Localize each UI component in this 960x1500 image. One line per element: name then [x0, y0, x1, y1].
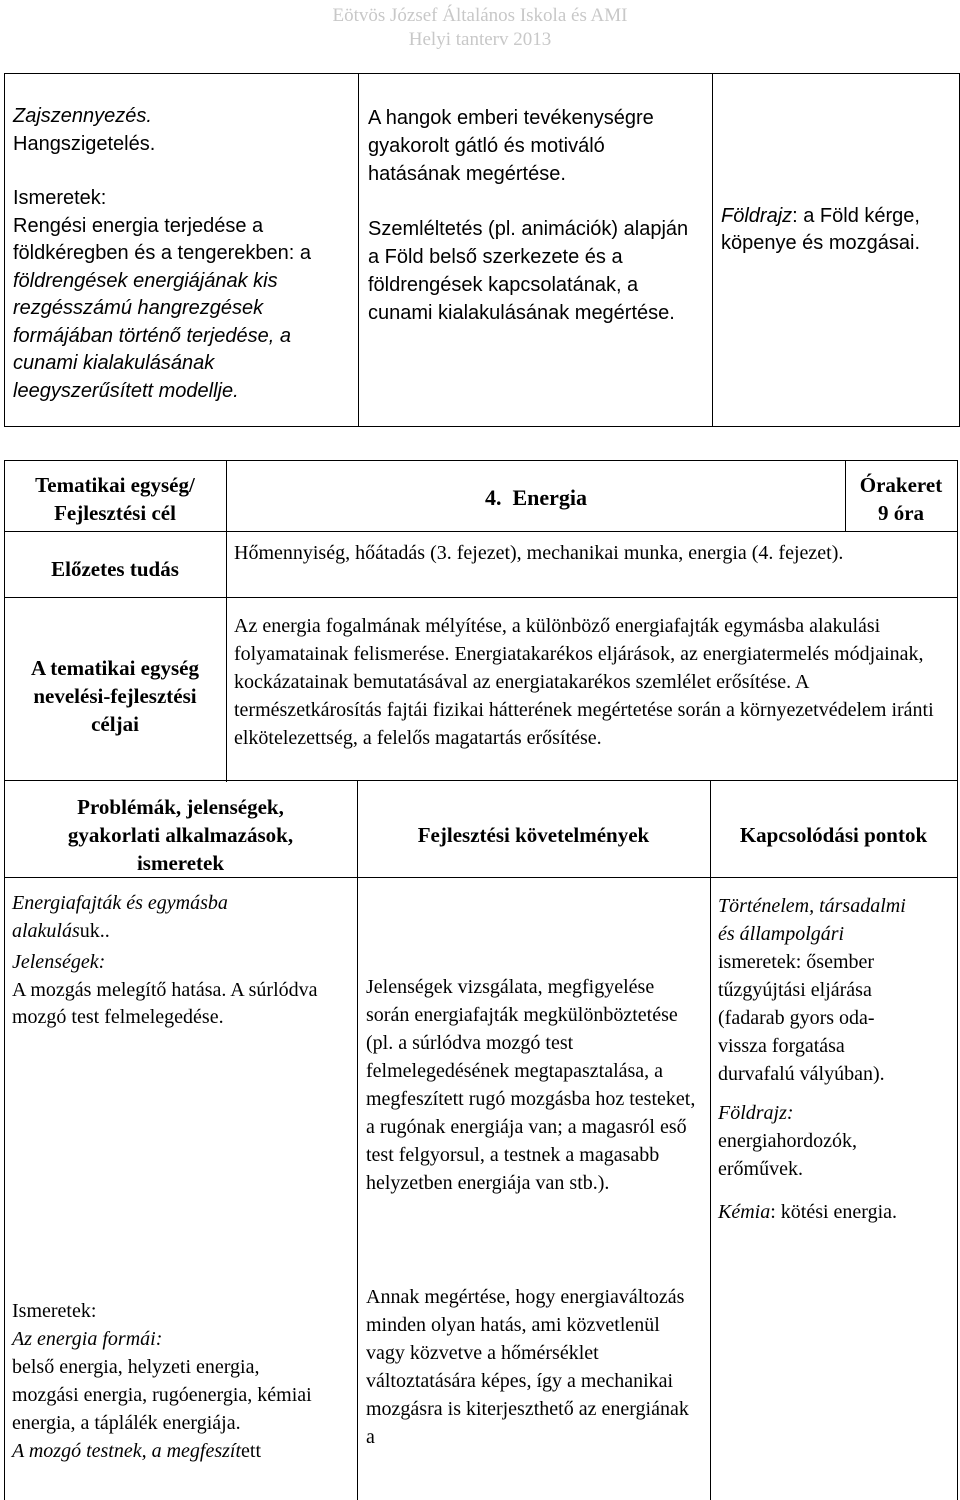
jelensegek-text: A mozgás melegítő hatása. A súrlódva mozgó test felmelegedése. — [12, 978, 318, 1028]
foldrajz-text: : a Föld kérge, köpenye és mozgásai. — [721, 205, 921, 254]
header-curriculum: Helyi tanterv 2013 — [408, 29, 552, 50]
header-school-name: Eötvös József Általános Iskola és AMI — [332, 5, 628, 26]
energia-formai-text: belső energia, helyzeti energia, mozgási energia, rugóenergia, kémiai energia, a táplálék energiája. — [12, 1356, 312, 1434]
top-cell-links — [713, 74, 960, 427]
col1-ismeretek — [12, 1297, 352, 1465]
hangszigeteles-text: Hangszigetelés. — [13, 132, 156, 155]
tematikai-egyseg-label — [4, 471, 226, 527]
energiafajtak-italic: alakulás — [12, 919, 80, 942]
jelensegek-label: Jelenségek: — [12, 951, 106, 973]
elozetes-tudas-text: Hőmennyiség, hőátadás (3. fejezet), mechanikai munka, energia (4. fejezet). — [234, 542, 844, 564]
zajszennyezes-text: Zajszennyezés. — [13, 105, 152, 127]
ismeretek-label: Ismeretek: — [13, 187, 107, 209]
energiafajtak-suffix: uk.. — [79, 919, 110, 942]
kemia-label: Kémia — [718, 1201, 771, 1223]
unit-title: 4. Energia — [484, 485, 588, 510]
top-table — [4, 73, 960, 427]
tortenelem-text: ismeretek: ősember tűzgyújtási eljárása (fadarab gyors oda-vissza forgatása durvafalú vályúban). — [718, 951, 885, 1085]
rengesi-italic-text: földrengések energiájának kis rezgésszámú hangrezgések formájában történő terjedése, a cunami kialakulásának leegyszerűsített modellje. — [13, 269, 291, 402]
col1-content — [12, 890, 352, 1032]
kemia-text: : kötési energia. — [770, 1201, 898, 1223]
top-cell-problems — [5, 74, 359, 427]
col2-para1: Jelenségek vizsgálata, megfigyelése során energiafajták megkülönböztetése (pl. a súrlódva mozgó test felmelegedésének megtapasztalása, a megfeszített rugó mozgásba hoz testeket, a rugónak energiája van; a magasról eső test felgyorsul, a testnek a magasabb helyzetben energiája van stb.). — [366, 976, 696, 1194]
orakeret — [845, 471, 957, 527]
orakeret-label: Órakeret — [859, 473, 943, 497]
top-cell-requirements — [359, 74, 713, 427]
celjai-label-line3: céljai — [91, 712, 139, 736]
col2-para2: Annak megértése, hogy energiaváltozás minden olyan hatás, ami közvetlenül vagy közvetve a hőmérséklet változtatására képes, így a mechanikai mozgásra is kiterjeszthető az energiának a — [366, 1286, 689, 1448]
celjai-text: Az energia fogalmának mélyítése, a különböző energiafajták egymásba alakulási folyamatainak felismerése. Energiatakarékos eljárások, az energiatermelés módjainak, kockázatainak bemutatásával az energiatakarékos szemlélet erősítése. A természetkárosítás fajtái fizikai hátterének megértetése során a környezetvédelem iránti elkötelezettség, a felelős magatartás erősítése. — [234, 615, 934, 749]
col3-content — [718, 892, 954, 1226]
column-header-links: Kapcsolódási pontok — [739, 823, 928, 847]
foldrajz-label: Földrajz: — [718, 1102, 794, 1124]
foldrajz-subject: Földrajz — [721, 205, 793, 227]
energia-formai-label: Az energia formái: — [12, 1328, 163, 1350]
tortenelem-label-line1: Történelem, társadalmi — [718, 895, 906, 917]
c1-ismeretek-label: Ismeretek: — [12, 1300, 97, 1322]
tematikai-label-line1: Tematikai egység/ — [35, 473, 195, 497]
orakeret-value: 9 óra — [877, 501, 925, 525]
column-header-problems-line3: ismeretek — [136, 851, 225, 875]
mozgo-testnek-italic: A mozgó testnek, a megfeszít — [12, 1440, 242, 1462]
celjai-label-line1: A tematikai egység — [31, 656, 199, 680]
kemia-line — [718, 1198, 954, 1226]
column-header-problems-line2: gyakorlati alkalmazások, — [67, 823, 294, 847]
elozetes-tudas-label: Előzetes tudás — [51, 557, 179, 581]
celjai-label-line2: nevelési-fejlesztési — [33, 684, 197, 708]
celjai-label — [4, 654, 226, 738]
szemleltetes-text: Szemléltetés (pl. animációk) alapján a Föld belső szerkezete és a földrengések kapcsolatának, a cunami kialakulásának megértése. — [368, 218, 689, 324]
hangok-text: A hangok emberi tevékenységre gyakorolt gátló és motiváló hatásának megértése. — [368, 107, 654, 185]
foldrajz-energia-text: energiahordozók, erőművek. — [718, 1130, 858, 1180]
column-header-problems — [4, 793, 357, 877]
energiafajtak-line1: Energiafajták és egymásba — [12, 892, 228, 914]
mozgo-testnek-suffix: ett — [241, 1440, 262, 1462]
rengesi-text: Rengési energia terjedése a földkéregben és a tengerekben: a — [13, 214, 311, 264]
column-header-problems-line1: Problémák, jelenségek, — [77, 795, 284, 819]
energiafajtak-line2 — [12, 918, 352, 946]
tematikai-label-line2: Fejlesztési cél — [54, 501, 176, 525]
tortenelem-label-line2: és állampolgári — [718, 923, 845, 945]
mozgo-testnek-line — [12, 1437, 352, 1465]
column-header-requirements: Fejlesztési követelmények — [417, 823, 650, 847]
